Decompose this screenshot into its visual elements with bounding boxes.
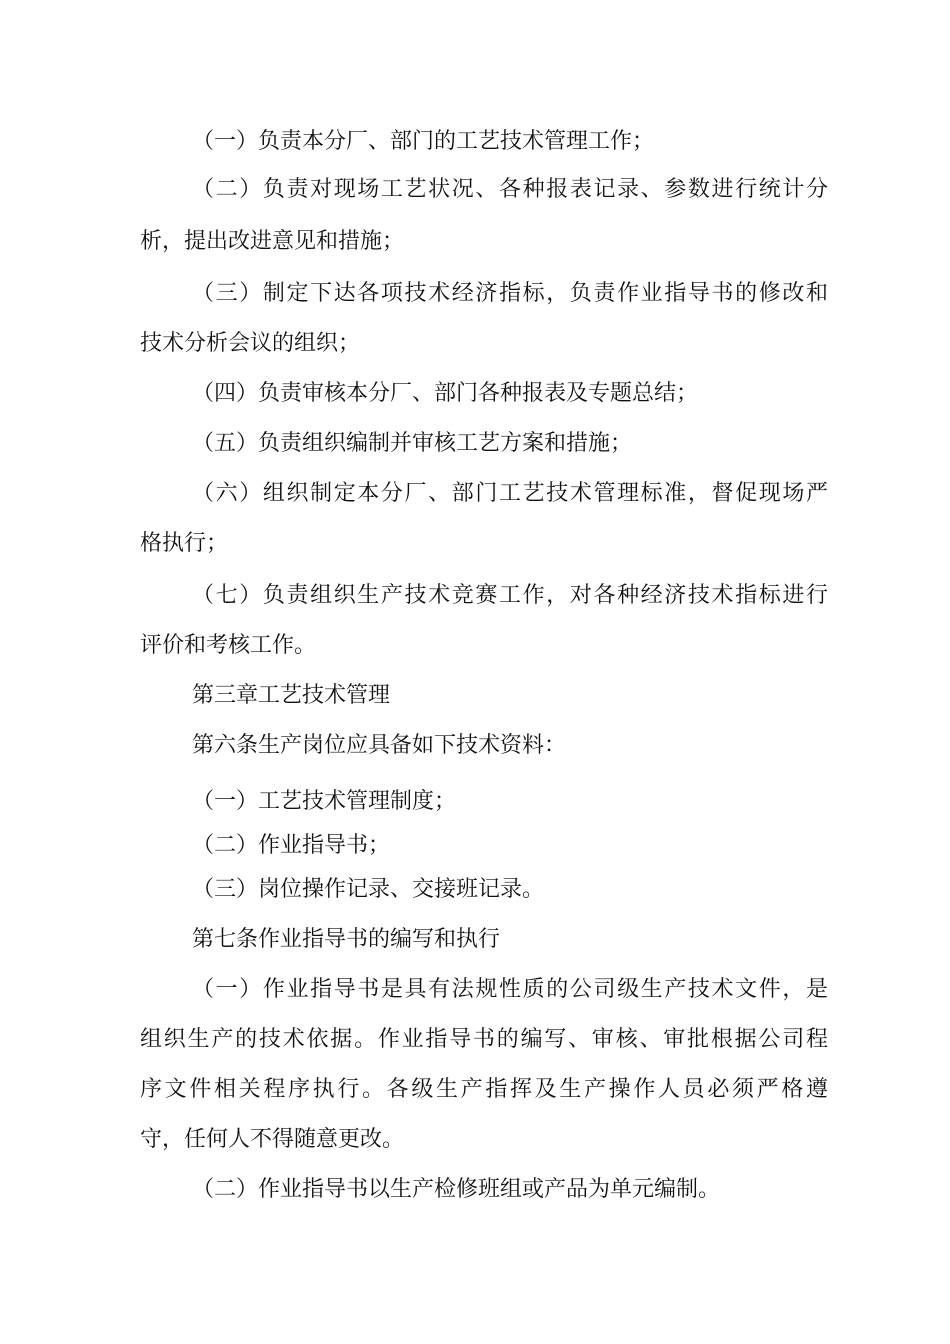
paragraph-line: 评价和考核工作。: [140, 633, 317, 658]
chapter-heading: 第三章工艺技术管理: [192, 683, 391, 708]
paragraph-line: （一）作业指导书是具有法规性质的公司级生产技术文件，是: [192, 977, 828, 1002]
paragraph-line: （二）作业指导书以生产检修班组或产品为单元编制。: [192, 1177, 721, 1202]
paragraph-line: 格执行；: [140, 531, 229, 556]
paragraph-line: 析，提出改进意见和措施；: [140, 229, 405, 254]
paragraph-line: （六）组织制定本分厂、部门工艺技术管理标准，督促现场严: [192, 481, 828, 506]
paragraph-line: （四）负责审核本分厂、部门各种报表及专题总结；: [192, 381, 699, 406]
paragraph-line: （五）负责组织编制并审核工艺方案和措施；: [192, 431, 633, 456]
paragraph-line: 序文件相关程序执行。各级生产指挥及生产操作人员必须严格遵: [140, 1077, 828, 1102]
paragraph-line: （七）负责组织生产技术竞赛工作，对各种经济技术指标进行: [192, 583, 828, 608]
paragraph-line: （一）工艺技术管理制度；: [192, 789, 457, 814]
article-heading: 第六条生产岗位应具备如下技术资料：: [192, 733, 567, 758]
paragraph-line: （一）负责本分厂、部门的工艺技术管理工作；: [192, 129, 655, 154]
paragraph-line: 守，任何人不得随意更改。: [140, 1127, 405, 1152]
paragraph-line: （三）制定下达各项技术经济指标，负责作业指导书的修改和: [192, 281, 828, 306]
paragraph-line: （二）负责对现场工艺状况、各种报表记录、参数进行统计分: [192, 177, 828, 202]
paragraph-line: （二）作业指导书；: [192, 833, 391, 858]
paragraph-line: 组织生产的技术依据。作业指导书的编写、审核、审批根据公司程: [140, 1027, 828, 1052]
article-heading: 第七条作业指导书的编写和执行: [192, 927, 501, 952]
paragraph-line: 技术分析会议的组织；: [140, 331, 361, 356]
paragraph-line: （三）岗位操作记录、交接班记录。: [192, 877, 545, 902]
